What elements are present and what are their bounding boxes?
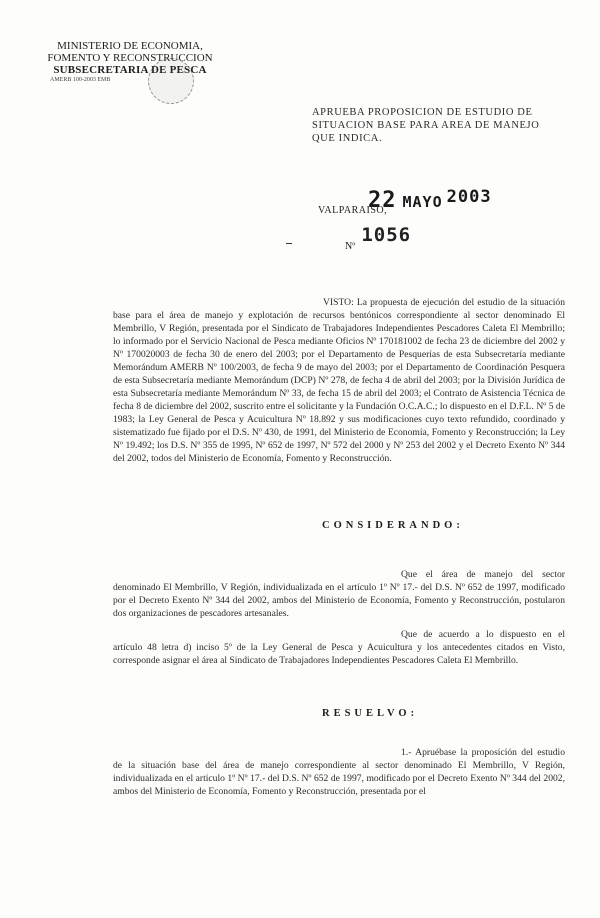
visto-paragraph: VISTO: La propuesta de ejecución del estudio de la situación base para el área de manejo y explotación de recursos bentónicos correspondiente al sector denominado El Membrillo, V Región, presentada por el Sindicato de Trabajadores Independientes Pescadores Caleta El Membrillo; lo informado por el Servicio Nacional de Pesca mediante Oficios Nº 170181002 de fecha 23 de diciembre del 2002 y Nº 170020003 de fecha 30 de enero del 2003; por el Departamento de Pesquerías de esta Subsecretaría mediante Memorándum AMERB Nº 100/2003, de fecha 9 de mayo del 2003; por el Departamento de Coordinación Pesquera de esta Subsecretaría mediante Memorándum (DCP) Nº 278, de fecha 4 de abril del 2003; por la División Jurídica de esta Subsecretaría mediante Memorándum Nº 33, de fecha 15 de abril del 2003; el Contrato de Asistencia Técnica de fecha 8 de diciembre del 2002, suscrito entre el solicitante y la Fundación O.C.A.C.; lo dispuesto en el D.F.L. Nº 5 de 1983; la Ley General de Pesca y Acuicultura Nº 18.892 y sus modificaciones cuyo texto refundido, coordinado y sistematizado fue fijado por el D.S. Nº 430, de 1991, del Ministerio de Economía, Fomento y Reconstrucción; la Ley Nº 19.492; los D.S. Nº 355 de 1995, Nº 652 de 1997, Nº 572 del 2000 y Nº 253 del 2002 y el Decreto Exento Nº 344 del 2002, todos del Ministerio de Economía, Fomento y Reconstrucción. [113,297,565,464]
document-subject: APRUEBA PROPOSICION DE ESTUDIO DE SITUACION BASE PARA AREA DE MANEJO QUE INDICA. [312,107,540,144]
resuelvo-heading: RESUELVO: [322,708,419,719]
letterhead-ministry-2: FOMENTO Y RECONSTRUCCION [47,52,213,64]
letterhead-reference: AMERB 100-2003 EMB [50,77,111,83]
document-number-value: 1056 [361,224,412,246]
resuelvo-paragraph-1: 1.- Apruébase la proposición del estudio de la situación base del área de manejo correspondiente al sector denominado El Membrillo, V Región, individualizada en el artículo 1º Nº 17.- del D.S. Nº 652 de 1997, modificado por el Decreto Exento Nº 344 del 2002, ambos del Ministerio de Economía, Fomento y Reconstrucción, presentada por el [113,747,565,797]
letterhead-subsecretaria: SUBSECRETARIA DE PESCA [53,64,207,76]
considerando-heading: CONSIDERANDO: [322,520,464,531]
letterhead [30,40,230,84]
considerando-paragraph-2: Que de acuerdo a lo dispuesto en el artículo 48 letra d) inciso 5º de la Ley General de Pesca y Acuicultura y los antecedentes citados en Visto, corresponde asignar el área al Sindicato de Trabajadores Independientes Pescadores Caleta El Membrillo. [113,629,565,666]
document-place: VALPARAISO, [318,205,388,216]
date-day: 22 [368,188,397,213]
official-seal-icon [148,58,194,104]
considerando-paragraph-1: Que el área de manejo del sector denominado El Membrillo, V Región, individualizada en el artículo 1º Nº 17.- del D.S. Nº 652 de 1997, modificado por el Decreto Exento Nº 344 del 2002, ambos del Ministerio de Economía, Fomento y Reconstrucción, postularon dos organizaciones de pescadores artesanales. [113,569,565,619]
date-month: MAYO [402,193,443,211]
margin-mark [286,243,292,244]
letterhead-ministry: MINISTERIO DE ECONOMIA, [57,40,203,52]
date-year: 2003 [446,187,492,207]
document-number [345,224,412,254]
document-number-label: Nº [345,241,356,252]
